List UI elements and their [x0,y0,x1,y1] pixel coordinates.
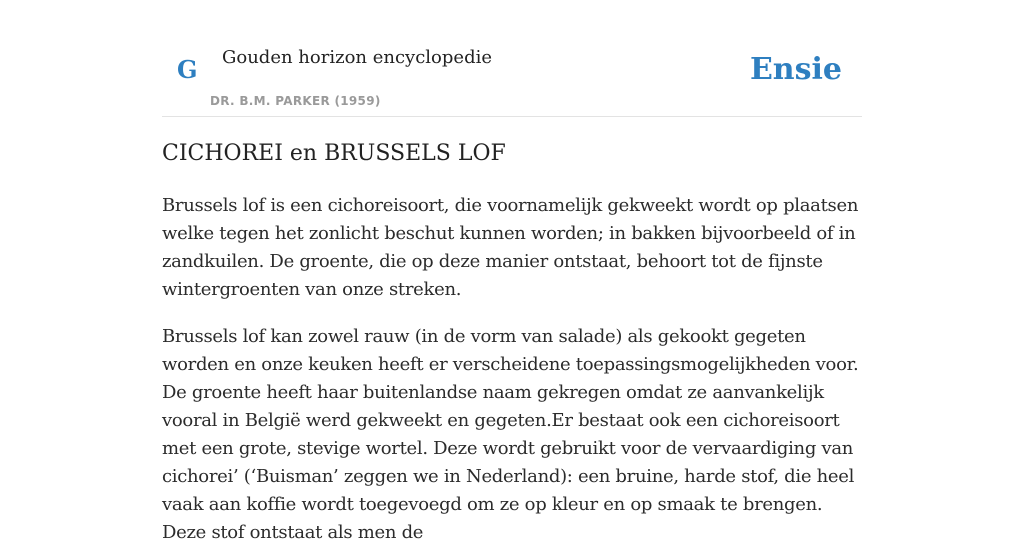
book-author: DR. B.M. PARKER (1959) [210,94,381,108]
article-paragraph: Brussels lof kan zowel rauw (in de vorm van salade) als gekookt gegeten worden en onze keuken heeft er verscheidene toepassingsmogelijkheden voor. De groente heeft haar buitenlandse naam gekregen omdat ze aanvankelijk vooral in België werd gekweekt en gegeten.Er bestaat ook een cichoreisoort met een grote, stevige wortel. Deze wordt gebruikt voor de vervaardiging van cichorei’ (‘Buisman’ zeggen we in Nederland): een bruine, harde stof, die heel vaak aan koffie wordt toegevoegd om ze op kleur en op smaak te brengen. Deze stof ontstaat als men de [162,326,859,543]
book-title[interactable]: Gouden horizon encyclopedie [222,47,492,68]
article [162,138,862,547]
site-header [162,0,862,117]
brand-logo[interactable]: Ensie [749,52,842,87]
article-paragraph: Brussels lof is een cichoreisoort, die voornamelijk gekweekt wordt op plaatsen welke tegen het zonlicht beschut kunnen worden; in bakken bijvoorbeeld of in zandkuilen. De groente, die op deze manier ontstaat, behoort tot de fijnste wintergroenten van onze streken. [162,195,859,300]
book-logo[interactable]: G [177,55,198,84]
article-title: CICHOREI en BRUSSELS LOF [162,141,506,166]
